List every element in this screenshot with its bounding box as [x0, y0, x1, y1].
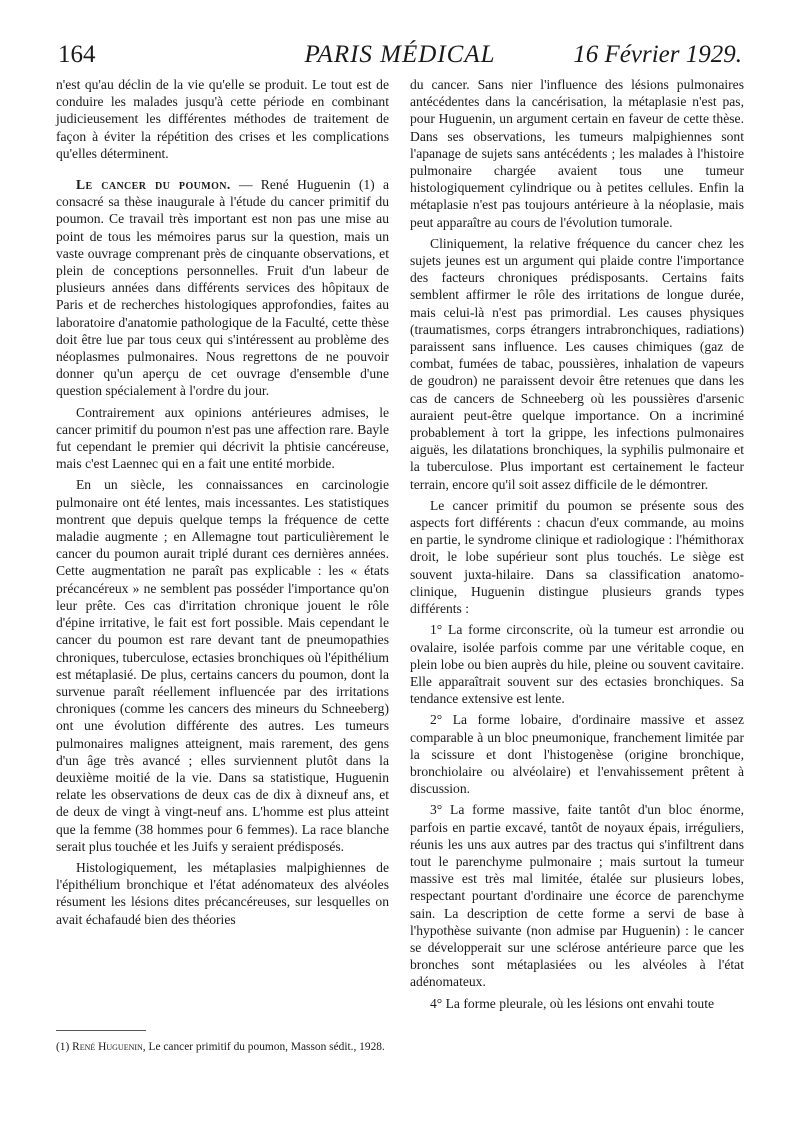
footnote: [56, 1040, 389, 1054]
paragraph: Contrairement aux opinions antérieures admises, le cancer primitif du poumon n'est pas une affection rare. Bayle fut cependant le premier qui décrivit la phtisie cancéreuse, mais c'est Laennec qui en a fait une entité morbide.: [56, 404, 389, 472]
paragraph: Cliniquement, la relative fréquence du cancer chez les sujets jeunes est un argument qui plaide contre l'importance des facteurs chroniques prédisposants. Certains faits semblent affirmer le rôle des irritations de longue durée, mais celui-là n'est pas primordial. Les causes physiques (traumatismes, corps étrangers intrabronchiques, radiations) paraissent sans influence. Les causes chimiques (gaz de combat, fumées de tabac, poussières, inhalation de vapeurs de goudron) ne paraissent devoir être retenues que dans les cas de cancers de Schneeberg où les poussières d'arsenic auraient peut-être quelque importance. On a incriminé probablement à tort la grippe, les infections pulmonaires aiguës, les dilatations bronchiques, la syphilis pulmonaire et la tuberculose. Plus important est certainement le facteur terrain, encore qu'il soit assez difficile de le démontrer.: [410, 235, 744, 492]
paragraph: Le cancer primitif du poumon se présente sous des aspects fort différents : chacun d'eux commande, au moins en partie, le syndrome clinique et radiologique : l'hémithorax droit, le lobe supérieur sont plus touchés. Le siège est souvent juxta-hilaire. Dans sa classification anatomo-clinique, Huguenin distingue plusieurs grands types différents :: [410, 497, 744, 617]
paragraph-text: — René Huguenin (1) a consacré sa thèse inaugurale à l'étude du cancer primitif du poumon. Ce travail très important est non pas une mise au point de tous les mémoires parus sur la question, mais un vaste ouvrage comprenant près de cinquante observations, et plein de conceptions personnelles. Fruit d'un labeur de plusieurs années dans différents services des hôpitaux de Paris et de recherches histologiques approfondies, faites au laboratoire d'anatomie pathologique de la Faculté, cette thèse doit être lue par tous ceux qui s'intéressent au problème des néoplasmes pulmonaires. Nous regrettons de ne pouvoir donner qu'un aperçu de cet ouvrage d'ensemble d'une question spécialement à l'ordre du jour.: [56, 177, 389, 399]
footnote-divider: [56, 1030, 146, 1031]
paragraph: Histologiquement, les métaplasies malpighiennes de l'épithélium bronchique et l'état adénomateux des alvéoles résument les lésions dites précancéreuses, sur lesquelles on avait échafaudé bien des théories: [56, 859, 389, 927]
paragraph: du cancer. Sans nier l'influence des lésions pulmonaires antécédentes dans la cancérisation, la métaplasie n'est pas, pour Huguenin, un argument certain en faveur de cette thèse. Dans ses observations, les tumeurs malpighiennes sont l'apanage de sujets sans antécédents ; les malades à l'histoire pulmonaire chargée avaient tous une tumeur histologiquement cylindrique ou à petites cellules. Enfin la métaplasie n'est pas toujours antérieure à la néoplasie, mais peut apparaître au cours de l'évolution tumorale.: [410, 77, 744, 230]
list-item: 3° La forme massive, faite tantôt d'un bloc énorme, parfois en partie excavé, tantôt de noyaux épais, irréguliers, réunis les uns aux autres par des tractus qui s'infiltrent dans tout le parenchyme pulmonaire ; mais surtout la tumeur massive est très mal limitée, étalée sur plusieurs lobes, respectant pourtant d'ordinaire une écorce de parenchyme sain. La description de cette forme a servi de base à l'hypothèse suivante (non admise par Huguenin) : le cancer se développerait sur une sclérose antérieure parce que les bronches sont métaplasiées ou les alvéoles à l'état adénomateux.: [410, 802, 744, 990]
list-item: 1° La forme circonscrite, où la tumeur est arrondie ou ovalaire, isolée parfois comme par une véritable coque, en plein lobe ou bien auprès du hile, pleine ou souvent cavitaire. Elle apparaîtrait souvent sur des ectasies bronchiques. Sa tendance extensive est lente.: [410, 622, 744, 707]
paragraph: En un siècle, les connaissances en carcinologie pulmonaire ont été lentes, mais incessantes. Les statistiques montrent que depuis quelque temps la fréquence de cette maladie augmente ; en Allemagne tout particulièrement le cancer du poumon aurait triplé durant ces dernières années. Cette augmentation ne paraît pas explicable : les « états précancéreux » ne semblent pas posséder l'importance qu'on leur prête. Ces cas d'irritation chronique jouent le rôle d'épine irritative, le fait est fort possible. Mais cependant le cancer du poumon est rare devant tant de pneumopathies chroniques, tuberculose, ectasies bronchiques où l'épithélium est métaplasié. De plus, certains cancers du poumon, dont la survenue paraît réellement influencée par des irritations chroniques (comme les cancers des mineurs du Schneeberg) ont une évolution différente des autres. Les tumeurs pulmonaires malignes atteignent, mais rarement, des gens d'un âge très avancé ; elles surviennent plutôt dans la deuxième moitié de la vie. Dans sa statistique, Huguenin relate les observations de deux cas de dix à dixneuf ans, et de deux de vingt à vingt-neuf ans. L'homme est plus atteint que la femme (38 hommes pour 6 femmes). La race blanche serait plus touchée et les Juifs y seraient prédisposés.: [56, 477, 389, 854]
section-title: Le cancer du poumon.: [76, 177, 231, 193]
list-item: 4° La forme pleurale, où les lésions ont envahi toute: [430, 995, 715, 1011]
footnote-marker: (1): [56, 1041, 73, 1053]
journal-title: PARIS MÉDICAL: [304, 41, 496, 68]
left-column: [56, 76, 389, 928]
footnote-text: Le cancer primitif du poumon, Masson sédit., 1928.: [145, 1041, 385, 1053]
list-item: 2° La forme lobaire, d'ordinaire massive et assez comparable à un bloc pneumonique, franchement limitée par la scissure et dont l'histogenèse (origine bronchique, bronchiolaire ou alvéolaire) et l'envahissement prêtent à discussion.: [410, 712, 744, 797]
issue-date: 16 Février 1929.: [573, 41, 742, 68]
footnote-author: René Huguenin,: [72, 1041, 146, 1053]
right-column: [410, 76, 744, 1012]
section-paragraph: [56, 176, 389, 400]
page-number: 164: [58, 41, 96, 68]
page-header: [58, 38, 742, 72]
paragraph: n'est qu'au déclin de la vie qu'elle se produit. Le tout est de conduire les malades jusqu'à cette période en combinant judicieusement les différentes méthodes de traitement de façon à éviter la répétition des crises et les complications qu'elles déterminent.: [56, 77, 389, 161]
